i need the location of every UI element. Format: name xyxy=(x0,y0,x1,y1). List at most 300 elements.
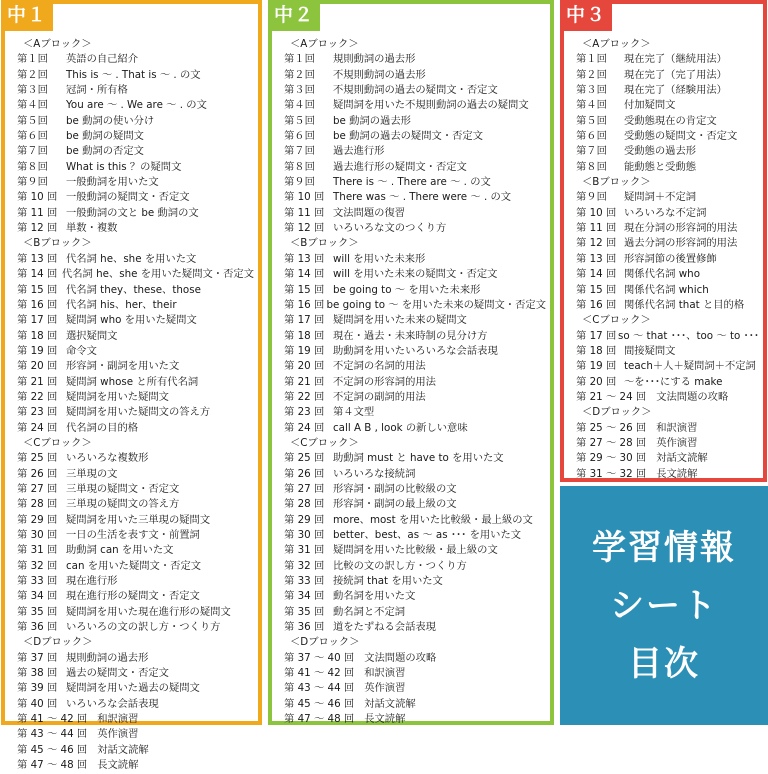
grade-tab: 中２ xyxy=(268,0,320,31)
lesson-number: 第 16 回 xyxy=(17,298,58,311)
block-header: ＜Dブロック＞ xyxy=(290,636,360,649)
lesson-title: 選択疑問文 xyxy=(66,329,118,342)
lesson-number: 第 16 回 xyxy=(576,298,617,311)
lesson-number: 第 26 回 xyxy=(17,467,58,480)
lesson-number: 第 41 ～ 42 回 xyxy=(17,713,88,726)
lesson-row xyxy=(284,589,546,604)
lesson-number: 第 25 回 xyxy=(17,452,58,465)
study-info-sheet-index-box xyxy=(560,486,768,725)
lesson-row xyxy=(284,283,546,298)
lesson-row xyxy=(576,390,759,405)
lesson-row xyxy=(17,298,254,313)
lesson-number: 第 11 回 xyxy=(576,222,617,235)
lesson-row xyxy=(17,221,254,236)
lesson-title: 対話文読解 xyxy=(97,743,149,756)
lesson-title: 形容詞・副詞の最上級の文 xyxy=(333,498,457,511)
lesson-number: 第 33 回 xyxy=(284,575,325,588)
lesson-number: 第 10 回 xyxy=(17,191,58,204)
lesson-row xyxy=(576,160,759,175)
lesson-number: 第 21 ～ 24 回 xyxy=(576,390,647,403)
lesson-row xyxy=(17,375,254,390)
lesson-row xyxy=(284,114,546,129)
lesson-number: 第３回 xyxy=(17,84,48,97)
lesson-row xyxy=(284,160,546,175)
lesson-title: 疑問詞＋不定詞 xyxy=(624,191,697,204)
lesson-number: 第 11 回 xyxy=(17,206,58,219)
lesson-row xyxy=(17,559,254,574)
lesson-row xyxy=(284,359,546,374)
lesson-row xyxy=(576,267,759,282)
lesson-title: 不定詞の副詞的用法 xyxy=(333,390,426,403)
lesson-number: 第 39 回 xyxy=(17,682,58,695)
block-header: ＜Bブロック＞ xyxy=(582,176,651,189)
info-box-line: 目次 xyxy=(628,643,700,684)
lesson-row xyxy=(17,620,254,635)
lesson-number: 第 27 回 xyxy=(17,482,58,495)
lesson-number: 第 14 回 xyxy=(284,268,325,281)
lesson-number: 第 47 ～ 48 回 xyxy=(17,759,88,772)
lesson-row xyxy=(284,651,546,666)
lesson-title: ～を･･･にする make xyxy=(624,375,723,388)
lesson-title: 長文読解 xyxy=(656,467,698,480)
lesson-number: 第 32 回 xyxy=(284,559,325,572)
lesson-row xyxy=(17,405,254,420)
lesson-number: 第 26 回 xyxy=(284,467,325,480)
lesson-number: 第 43 ～ 44 回 xyxy=(284,682,355,695)
lesson-number: 第 18 回 xyxy=(284,329,325,342)
lesson-number: 第９回 xyxy=(576,191,607,204)
lesson-row xyxy=(576,421,759,436)
lesson-number: 第 23 回 xyxy=(17,406,58,419)
lesson-row xyxy=(17,206,254,221)
lesson-row xyxy=(17,574,254,589)
lesson-number: 第 20 回 xyxy=(576,375,617,388)
lesson-number: 第 36 回 xyxy=(17,621,58,634)
lesson-title: 文法問題の攻略 xyxy=(656,390,729,403)
lesson-row xyxy=(17,651,254,666)
block-header: ＜Aブロック＞ xyxy=(23,38,92,50)
lesson-number: 第 17 回 xyxy=(284,314,325,327)
grade-tab: 中３ xyxy=(560,0,612,31)
lesson-title: 対話文読解 xyxy=(656,452,708,465)
lesson-number: 第 30 回 xyxy=(17,529,58,541)
lesson-row xyxy=(17,359,254,374)
lesson-title: be going to ～ を用いた未来の疑問文・否定文 xyxy=(326,298,546,311)
lesson-title: 代名詞 he、she を用いた文 xyxy=(66,252,197,265)
lesson-row xyxy=(284,206,546,221)
lesson-title: 過去進行形 xyxy=(333,145,385,158)
lesson-row xyxy=(284,574,546,589)
lesson-row xyxy=(17,267,254,282)
lesson-row xyxy=(284,175,546,190)
lesson-title: be 動詞の過去形 xyxy=(333,114,411,127)
lesson-title: 関係代名詞 that と目的格 xyxy=(624,298,745,311)
lesson-title: teach＋人＋疑問詞＋不定詞 xyxy=(624,360,756,373)
lesson-number: 第 11 回 xyxy=(284,206,325,219)
lesson-row xyxy=(17,390,254,405)
lesson-number: 第 35 回 xyxy=(17,605,58,618)
lesson-number: 第 33 回 xyxy=(17,575,58,588)
lesson-number: 第 20 回 xyxy=(17,360,58,373)
lesson-title: 疑問詞を用いた疑問文 xyxy=(66,390,169,403)
lesson-row xyxy=(576,375,759,390)
lesson-title: 冠詞・所有格 xyxy=(66,84,128,97)
lesson-title: 長文読解 xyxy=(364,713,406,726)
lesson-title: 規則動詞の過去形 xyxy=(66,651,149,664)
lesson-title: 現在進行形の疑問文・否定文 xyxy=(66,590,200,603)
lesson-row xyxy=(576,359,759,374)
lesson-row xyxy=(284,344,546,359)
lesson-number: 第 34 回 xyxy=(17,590,58,603)
lesson-row xyxy=(284,543,546,558)
lesson-row xyxy=(284,252,546,267)
lesson-number: 第６回 xyxy=(284,130,315,143)
lesson-number: 第 29 ～ 30 回 xyxy=(576,452,647,465)
lesson-title: be 動詞の否定文 xyxy=(66,145,144,158)
lesson-row xyxy=(284,98,546,113)
lesson-row xyxy=(17,497,254,512)
lesson-row xyxy=(576,236,759,251)
block-header: ＜Bブロック＞ xyxy=(290,237,359,250)
lesson-title: 一般動詞の文と be 動詞の文 xyxy=(66,206,199,219)
lesson-title: 現在完了（継続用法） xyxy=(624,53,727,66)
lesson-title: 疑問詞を用いた過去の疑問文 xyxy=(66,682,200,695)
lesson-row xyxy=(17,83,254,98)
lesson-title: 単数・複数 xyxy=(66,222,118,235)
lesson-title: be going to ～ を用いた未来形 xyxy=(333,283,481,296)
lesson-number: 第９回 xyxy=(17,176,48,189)
lesson-row xyxy=(284,482,546,497)
lesson-title: 英作演習 xyxy=(656,436,698,449)
info-box-line: シート xyxy=(610,585,718,626)
lesson-title: will を用いた未来形 xyxy=(333,252,426,265)
lesson-title: 第４文型 xyxy=(333,406,375,419)
lesson-title: better、best、as ～ as ･･･ を用いた文 xyxy=(333,529,522,541)
lesson-title: 受動態の疑問文・否定文 xyxy=(624,130,738,143)
lesson-title: call A B , look の新しい意味 xyxy=(333,421,468,434)
lesson-title: 現在分詞の形容詞的用法 xyxy=(624,222,738,235)
lesson-number: 第 34 回 xyxy=(284,590,325,603)
lesson-title: 関係代名詞 who xyxy=(624,268,701,281)
block-header: ＜Cブロック＞ xyxy=(290,436,359,449)
lesson-number: 第 45 ～ 46 回 xyxy=(284,697,355,710)
lesson-title: 疑問詞を用いた三単現の疑問文 xyxy=(66,513,211,526)
lesson-row xyxy=(576,206,759,221)
lesson-number: 第 40 回 xyxy=(17,697,58,710)
lesson-row xyxy=(284,221,546,236)
lesson-row xyxy=(284,605,546,620)
lesson-number: 第 27 回 xyxy=(284,482,325,495)
lesson-title: 疑問詞 whose と所有代名詞 xyxy=(66,375,199,388)
lesson-number: 第 13 回 xyxy=(576,252,617,265)
lesson-number: 第 23 回 xyxy=(284,406,325,419)
lesson-number: 第４回 xyxy=(284,99,315,112)
lesson-title: 一日の生活を表す文・前置詞 xyxy=(66,529,200,541)
lesson-row xyxy=(576,190,759,205)
lesson-title: 英作演習 xyxy=(364,682,406,695)
lesson-row xyxy=(17,114,254,129)
lesson-title: 三単現の疑問文の答え方 xyxy=(66,498,180,511)
lesson-row xyxy=(17,190,254,205)
lesson-row xyxy=(284,129,546,144)
lesson-row xyxy=(284,83,546,98)
lesson-title: 規則動詞の過去形 xyxy=(333,53,416,66)
lesson-number: 第８回 xyxy=(576,160,607,173)
lesson-number: 第４回 xyxy=(17,99,48,112)
lesson-row xyxy=(576,68,759,83)
lesson-number: 第１回 xyxy=(17,53,48,66)
lesson-title: 和訳演習 xyxy=(364,667,406,680)
block-header: ＜Cブロック＞ xyxy=(23,436,92,449)
lesson-row xyxy=(17,697,254,712)
lesson-row xyxy=(17,589,254,604)
lesson-title: 疑問詞 who を用いた疑問文 xyxy=(66,314,197,327)
lesson-number: 第５回 xyxy=(284,114,315,127)
lesson-list xyxy=(17,37,254,774)
lesson-title: いろいろな不定詞 xyxy=(624,206,707,219)
lesson-title: 三単現の文 xyxy=(66,467,118,480)
lesson-number: 第 13 回 xyxy=(17,252,58,265)
lesson-title: 英作演習 xyxy=(97,728,139,741)
lesson-row xyxy=(284,497,546,512)
lesson-number: 第 22 回 xyxy=(17,390,58,403)
lesson-number: 第 24 回 xyxy=(284,421,325,434)
lesson-title: 対話文読解 xyxy=(364,697,416,710)
lesson-row xyxy=(576,98,759,113)
lesson-number: 第１回 xyxy=(284,53,315,66)
lesson-title: 和訳演習 xyxy=(97,713,139,726)
lesson-number: 第 32 回 xyxy=(17,559,58,572)
lesson-number: 第 29 回 xyxy=(284,513,325,526)
lesson-number: 第 31 ～ 32 回 xyxy=(576,467,647,480)
lesson-title: be 動詞の使い分け xyxy=(66,114,155,127)
lesson-title: いろいろな会話表現 xyxy=(66,697,159,710)
lesson-row xyxy=(284,697,546,712)
lesson-row xyxy=(17,283,254,298)
lesson-title: This is ～ . That is ～ . の文 xyxy=(66,68,201,81)
lesson-number: 第 28 回 xyxy=(284,498,325,511)
lesson-number: 第 19 回 xyxy=(576,360,617,373)
lesson-number: 第 15 回 xyxy=(284,283,325,296)
lesson-title: 三単現の疑問文・否定文 xyxy=(66,482,180,495)
lesson-number: 第 45 ～ 46 回 xyxy=(17,743,88,756)
lesson-row xyxy=(284,313,546,328)
lesson-number: 第１回 xyxy=(576,53,607,66)
lesson-row xyxy=(17,52,254,67)
lesson-list xyxy=(576,37,759,482)
lesson-row xyxy=(576,467,759,482)
lesson-number: 第７回 xyxy=(17,145,48,158)
lesson-number: 第２回 xyxy=(17,68,48,81)
lesson-row xyxy=(17,68,254,83)
lesson-row xyxy=(576,83,759,98)
lesson-row xyxy=(284,451,546,466)
lesson-number: 第 13 回 xyxy=(284,252,325,265)
lesson-row xyxy=(17,252,254,267)
lesson-row xyxy=(17,712,254,727)
lesson-row xyxy=(576,252,759,267)
lesson-number: 第 30 回 xyxy=(284,529,325,541)
block-header: ＜Bブロック＞ xyxy=(23,237,92,250)
lesson-number: 第 14 回 xyxy=(17,268,58,281)
lesson-title: 助動詞 must と have to を用いた文 xyxy=(333,452,504,465)
lesson-row xyxy=(284,329,546,344)
lesson-row xyxy=(17,344,254,359)
lesson-row xyxy=(576,114,759,129)
lesson-number: 第 35 回 xyxy=(284,605,325,618)
panel-grade-1 xyxy=(1,0,262,772)
lesson-row xyxy=(17,743,254,758)
lesson-row xyxy=(576,144,759,159)
lesson-row xyxy=(284,528,546,543)
lesson-title: 付加疑問文 xyxy=(624,99,676,112)
lesson-row xyxy=(284,467,546,482)
lesson-title: You are ～ . We are ～ . の文 xyxy=(66,99,207,112)
grade-tab: 中１ xyxy=(1,0,53,31)
lesson-title: 過去進行形の疑問文・否定文 xyxy=(333,160,467,173)
lesson-title: 現在完了（完了用法） xyxy=(624,68,727,81)
lesson-title: 動名詞を用いた文 xyxy=(333,590,416,603)
lesson-title: 疑問詞を用いた不規則動詞の過去の疑問文 xyxy=(333,99,529,112)
lesson-row xyxy=(284,52,546,67)
lesson-number: 第９回 xyxy=(284,176,315,189)
lesson-title: 受動態現在の肯定文 xyxy=(624,114,717,127)
lesson-row xyxy=(17,329,254,344)
lesson-number: 第６回 xyxy=(576,130,607,143)
lesson-title: 形容詞・副詞の比較級の文 xyxy=(333,482,457,495)
lesson-row xyxy=(284,390,546,405)
lesson-number: 第６回 xyxy=(17,130,48,143)
lesson-number: 第 25 ～ 26 回 xyxy=(576,421,647,434)
lesson-row xyxy=(576,52,759,67)
lesson-number: 第 18 回 xyxy=(576,344,617,357)
lesson-number: 第４回 xyxy=(576,99,607,112)
lesson-row xyxy=(284,267,546,282)
lesson-number: 第 10 回 xyxy=(284,191,325,204)
lesson-number: 第 18 回 xyxy=(17,329,58,342)
lesson-row xyxy=(17,513,254,528)
lesson-number: 第 15 回 xyxy=(17,283,58,296)
lesson-row xyxy=(576,344,759,359)
lesson-row xyxy=(17,528,254,543)
lesson-title: 助動詞 can を用いた文 xyxy=(66,544,174,557)
lesson-row xyxy=(17,451,254,466)
lesson-title: 疑問詞を用いた比較級・最上級の文 xyxy=(333,544,498,557)
lesson-title: 和訳演習 xyxy=(656,421,698,434)
lesson-title: いろいろな接続詞 xyxy=(333,467,416,480)
lesson-number: 第 31 回 xyxy=(17,544,58,557)
lesson-number: 第 47 ～ 48 回 xyxy=(284,713,355,726)
lesson-number: 第 19 回 xyxy=(17,344,58,357)
lesson-number: 第 41 ～ 42 回 xyxy=(284,667,355,680)
info-box-line: 学習情報 xyxy=(592,527,736,568)
lesson-title: 代名詞 his、her、their xyxy=(66,298,177,311)
lesson-number: 第 15 回 xyxy=(576,283,617,296)
lesson-number: 第 14 回 xyxy=(576,268,617,281)
panel-grade-3 xyxy=(560,0,767,482)
lesson-row xyxy=(284,712,546,727)
lesson-title: 不規則動詞の過去形 xyxy=(333,68,426,81)
lesson-row xyxy=(576,329,759,344)
lesson-number: 第 12 回 xyxy=(576,237,617,250)
lesson-title: 一般動詞を用いた文 xyxy=(66,176,159,189)
lesson-number: 第 28 回 xyxy=(17,498,58,511)
lesson-title: 道をたずねる会話表現 xyxy=(333,621,436,634)
lesson-title: 助動詞を用いたいろいろな会話表現 xyxy=(333,344,498,357)
lesson-row xyxy=(284,666,546,681)
lesson-title: 代名詞の目的格 xyxy=(66,421,139,434)
lesson-number: 第 36 回 xyxy=(284,621,325,634)
lesson-title: 文法問題の復習 xyxy=(333,206,406,219)
lesson-number: 第 24 回 xyxy=(17,421,58,434)
lesson-number: 第 37 ～ 40 回 xyxy=(284,651,355,664)
lesson-title: 過去の疑問文・否定文 xyxy=(66,667,169,680)
lesson-number: 第８回 xyxy=(284,160,315,173)
lesson-number: 第５回 xyxy=(17,114,48,127)
lesson-row xyxy=(17,129,254,144)
lesson-title: will を用いた未来の疑問文・否定文 xyxy=(333,268,498,281)
lesson-row xyxy=(17,543,254,558)
lesson-title: 一般動詞の疑問文・否定文 xyxy=(66,191,190,204)
lesson-row xyxy=(284,620,546,635)
lesson-number: 第７回 xyxy=(576,145,607,158)
lesson-title: more、most を用いた比較級・最上級の文 xyxy=(333,513,533,526)
block-header: ＜Dブロック＞ xyxy=(23,636,93,649)
lesson-row xyxy=(284,298,546,313)
lesson-title: 文法問題の攻略 xyxy=(364,651,437,664)
lesson-row xyxy=(576,221,759,236)
lesson-row xyxy=(17,175,254,190)
lesson-number: 第 21 回 xyxy=(284,375,325,388)
lesson-number: 第 22 回 xyxy=(284,390,325,403)
lesson-number: 第 37 回 xyxy=(17,651,58,664)
lesson-title: 受動態の過去形 xyxy=(624,145,697,158)
lesson-number: 第 16 回 xyxy=(284,298,325,311)
lesson-title: 形容詞節の後置修飾 xyxy=(624,252,717,265)
lesson-number: 第 31 回 xyxy=(284,544,325,557)
lesson-title: いろいろな複数形 xyxy=(66,452,149,465)
lesson-number: 第 20 回 xyxy=(284,360,325,373)
lesson-title: 不定詞の名詞的用法 xyxy=(333,360,426,373)
lesson-title: 疑問詞を用いた未来の疑問文 xyxy=(333,314,467,327)
lesson-row xyxy=(17,482,254,497)
lesson-title: 比較の文の訳し方・つくり方 xyxy=(333,559,467,572)
lesson-row xyxy=(284,68,546,83)
lesson-number: 第３回 xyxy=(284,84,315,97)
lesson-number: 第７回 xyxy=(284,145,315,158)
lesson-row xyxy=(576,436,759,451)
lesson-title: There is ～ . There are ～ . の文 xyxy=(333,176,491,189)
lesson-title: What is this ？の疑問文 xyxy=(66,160,182,173)
lesson-number: 第 12 回 xyxy=(17,222,58,235)
lesson-row xyxy=(17,681,254,696)
lesson-title: 現在完了（経験用法） xyxy=(624,84,727,97)
lesson-row xyxy=(17,605,254,620)
lesson-number: 第 19 回 xyxy=(284,344,325,357)
lesson-row xyxy=(17,144,254,159)
lesson-row xyxy=(576,283,759,298)
lesson-row xyxy=(17,160,254,175)
lesson-row xyxy=(576,451,759,466)
lesson-number: 第５回 xyxy=(576,114,607,127)
lesson-number: 第 27 ～ 28 回 xyxy=(576,436,647,449)
lesson-title: 現在進行形 xyxy=(66,575,118,588)
lesson-title: 間接疑問文 xyxy=(624,344,676,357)
lesson-row xyxy=(284,681,546,696)
lesson-number: 第８回 xyxy=(17,160,48,173)
block-header: ＜Dブロック＞ xyxy=(582,406,652,419)
lesson-title: 英語の自己紹介 xyxy=(66,53,139,66)
